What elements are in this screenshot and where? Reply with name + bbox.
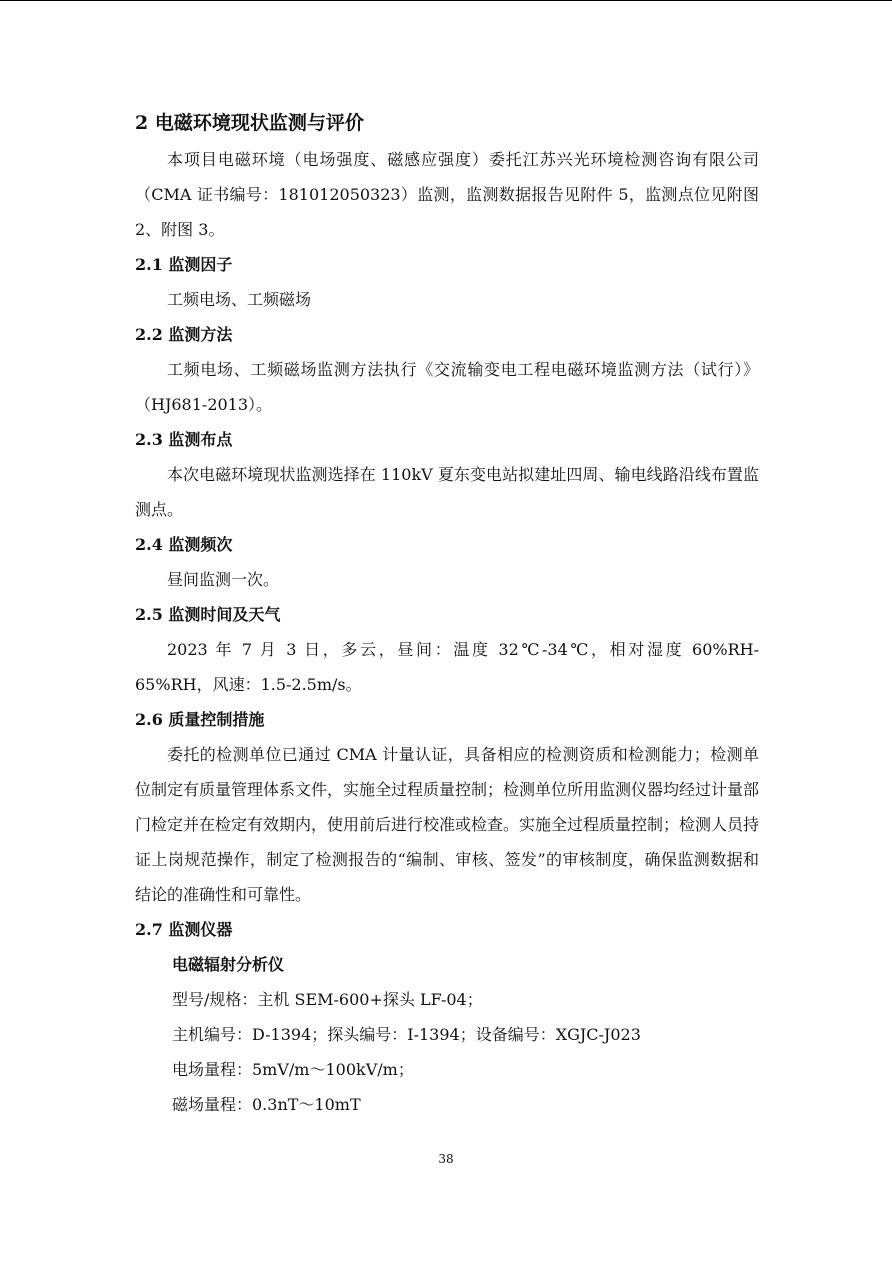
top-border-line bbox=[0, 0, 892, 1]
quality-control-text: 委托的检测单位已通过 CMA 计量认证，具备相应的检测资质和检测能力；检测单位制定有质量管理体系文件，实施全过程质量控制；检测单位所用监测仪器均经过计量部门检定并在检定有效期内，使用前后进行校准或检查。实施全过程质量控制；检测人员持证上岗规范操作，制定了检测报告的“编制、审核、签发”的审核制度，确保监测数据和结论的准确性和可靠性。 bbox=[135, 745, 760, 904]
heading-monitoring-points: 2.3 监测布点 bbox=[135, 430, 233, 449]
heading-instruments: 2.7 监测仪器 bbox=[135, 920, 233, 939]
instrument-magnetic-range: 磁场量程：0.3nT～10mT bbox=[172, 1095, 361, 1114]
instrument-serials: 主机编号：D-1394；探头编号：I-1394；设备编号：XGJC-J023 bbox=[172, 1025, 641, 1044]
heading-monitoring-factors: 2.1 监测因子 bbox=[135, 255, 233, 274]
instrument-model: 型号/规格：主机 SEM-600+探头 LF-04； bbox=[172, 990, 483, 1009]
monitoring-points-text: 本次电磁环境现状监测选择在 110kV 夏东变电站拟建址四周、输电线路沿线布置监测点。 bbox=[135, 465, 759, 519]
monitoring-method-text: 工频电场、工频磁场监测方法执行《交流输变电工程电磁环境监测方法（试行）》（HJ681-2013）。 bbox=[135, 360, 759, 414]
monitoring-frequency-text: 昼间监测一次。 bbox=[167, 570, 280, 589]
time-weather-text: 2023 年 7 月 3 日，多云，昼间：温度 32℃-34℃，相对湿度 60%RH-65%RH，风速：1.5-2.5m/s。 bbox=[135, 640, 759, 694]
monitoring-factors-text: 工频电场、工频磁场 bbox=[167, 290, 312, 309]
heading-monitoring-method: 2.2 监测方法 bbox=[135, 325, 233, 344]
instrument-name: 电磁辐射分析仪 bbox=[172, 955, 285, 974]
heading-monitoring-frequency: 2.4 监测频次 bbox=[135, 535, 233, 554]
section-title: 2 电磁环境现状监测与评价 bbox=[135, 112, 364, 134]
heading-quality-control: 2.6 质量控制措施 bbox=[135, 710, 265, 729]
instrument-electric-range: 电场量程：5mV/m～100kV/m； bbox=[172, 1060, 414, 1079]
section-intro-paragraph: 本项目电磁环境（电场强度、磁感应强度）委托江苏兴光环境检测咨询有限公司（CMA 证书编号：181012050323）监测，监测数据报告见附件 5，监测点位见附图 2、附图 3。 bbox=[135, 150, 759, 239]
page-number: 38 bbox=[438, 1152, 454, 1166]
heading-time-weather: 2.5 监测时间及天气 bbox=[135, 605, 281, 624]
document-page bbox=[135, 106, 759, 1122]
